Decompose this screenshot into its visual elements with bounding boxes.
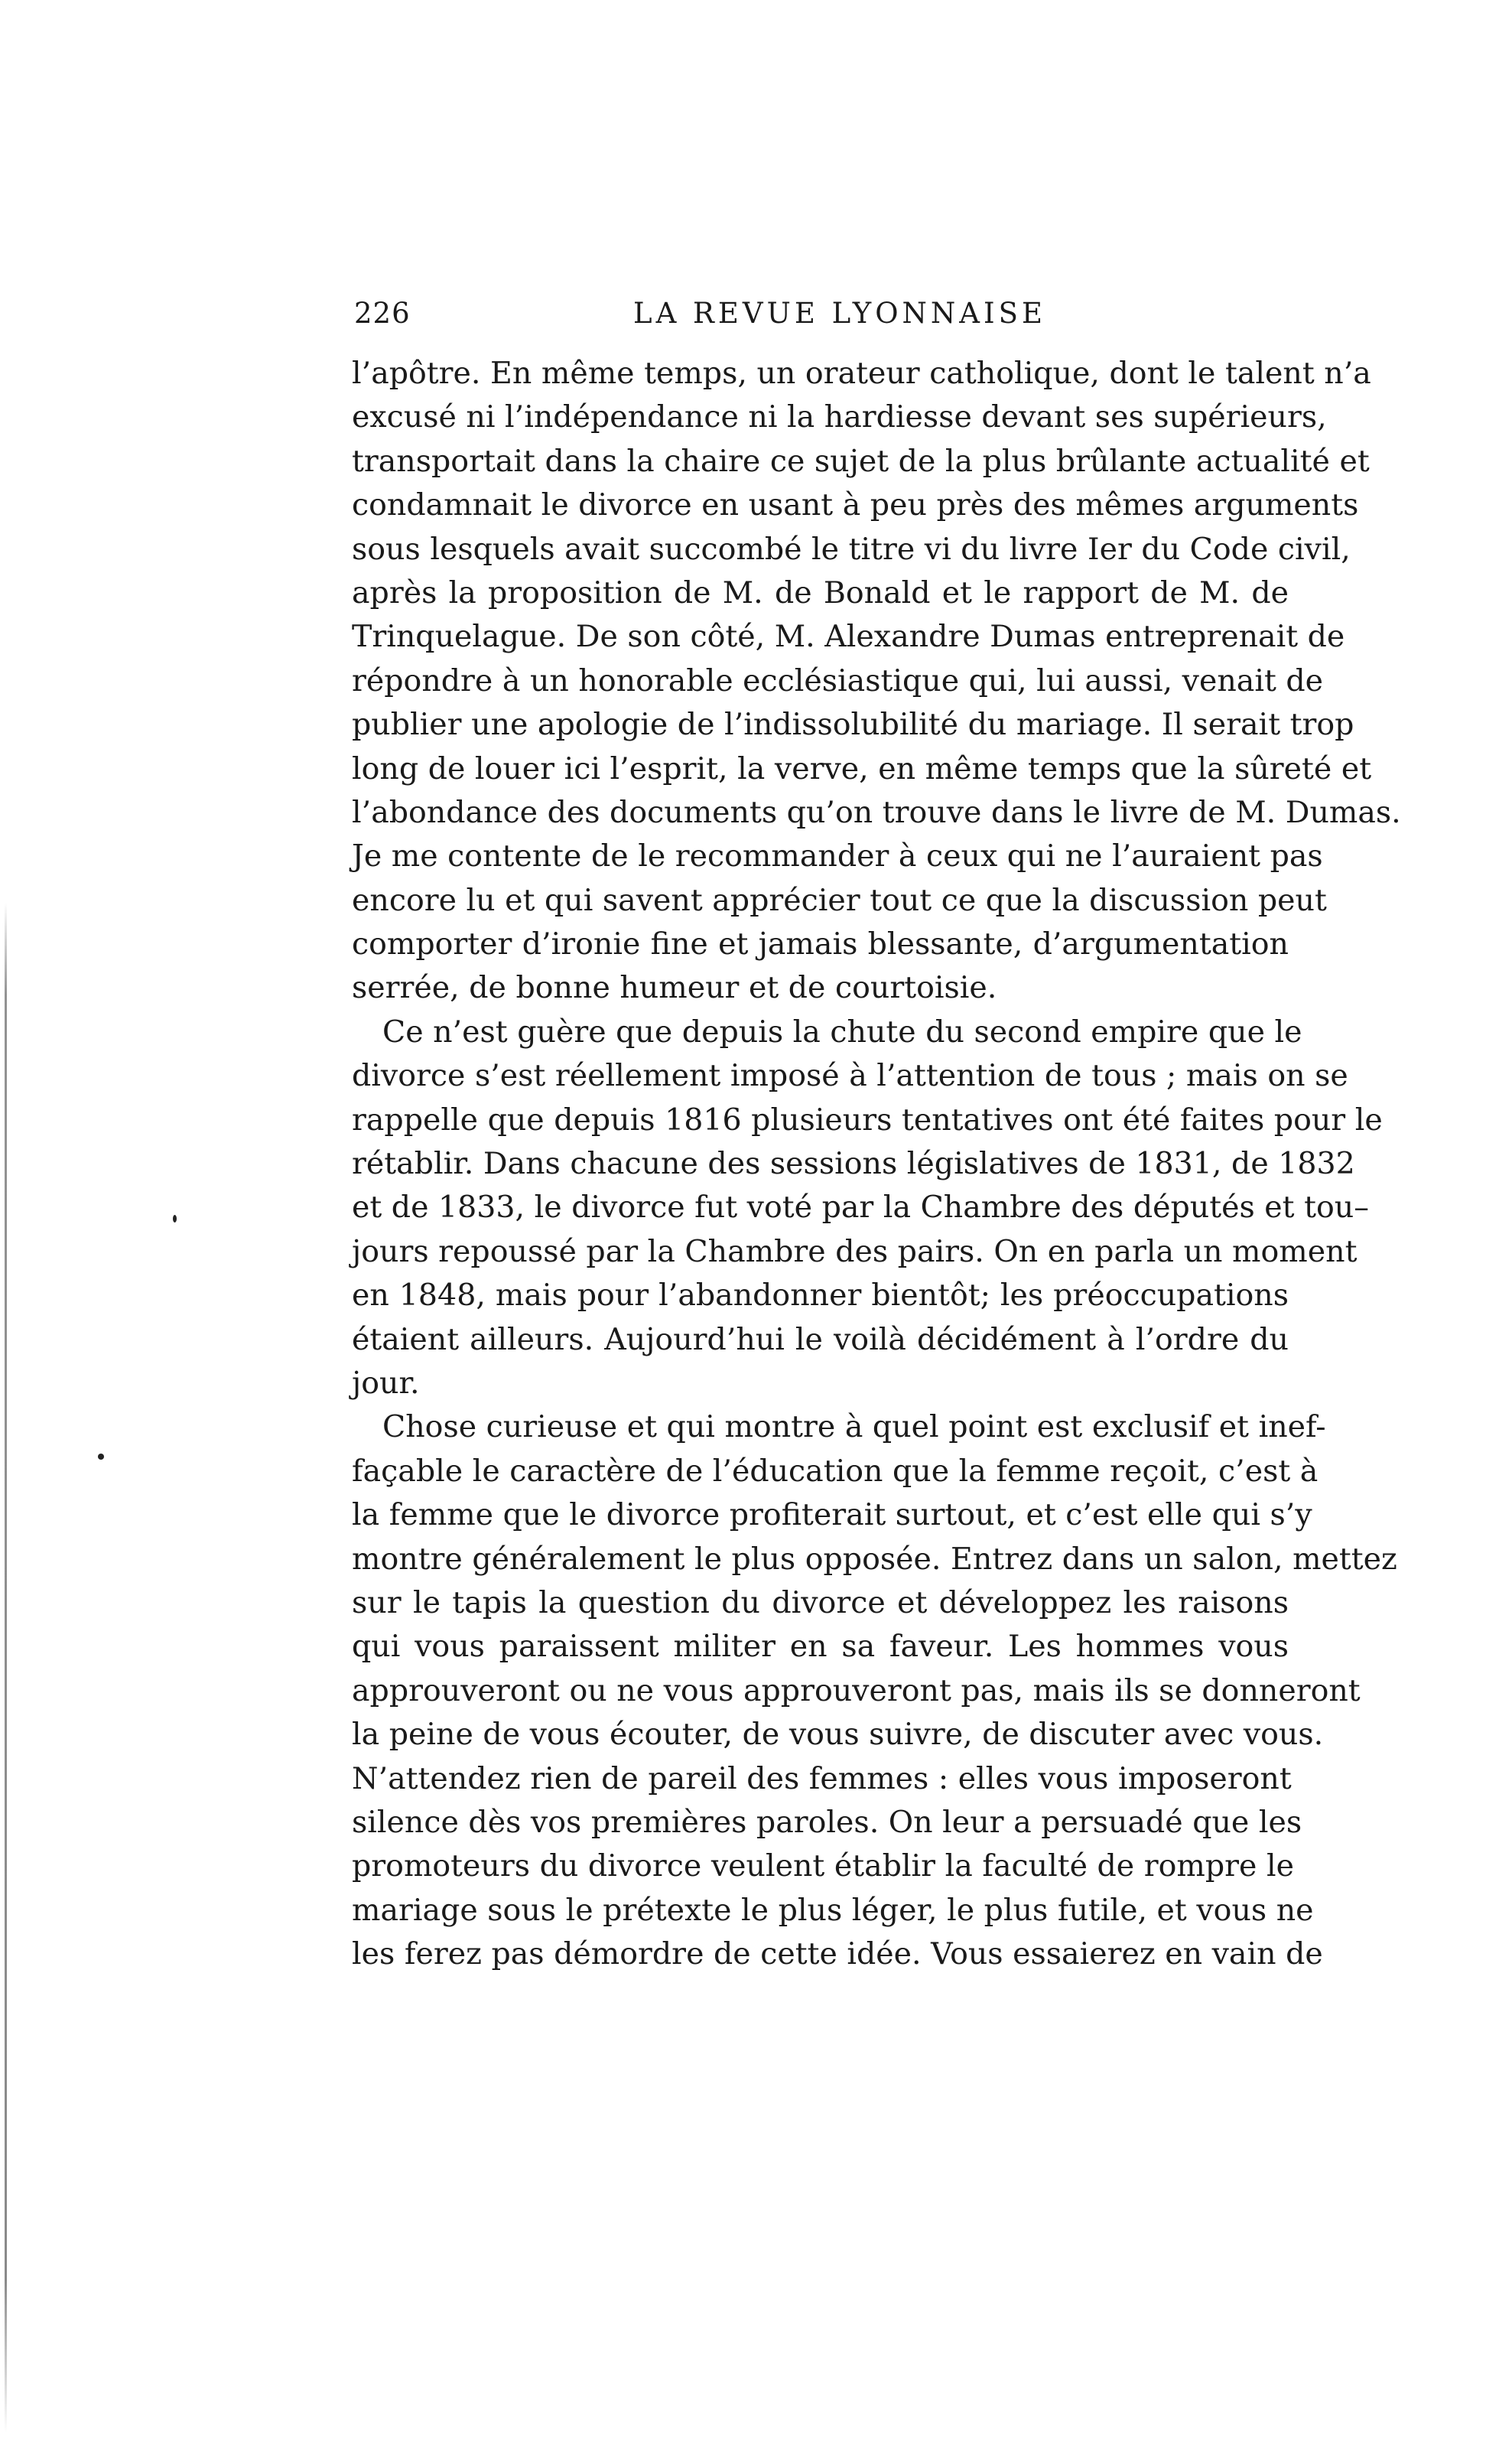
text-line: sous lesquels avait succombé le titre vi du livre Ier du Code civil,: [352, 531, 1351, 567]
text-line: la femme que le divorce profiterait surtout, et c’est elle qui s’y: [352, 1497, 1312, 1533]
text-line: en 1848, mais pour l’abandonner bientôt; les préoccupations: [352, 1278, 1289, 1314]
text-line: l’abondance des documents qu’on trouve dans le livre de M. Dumas.: [352, 794, 1401, 830]
text-line: encore lu et qui savent apprécier tout ce que la discussion peut: [352, 882, 1327, 918]
text-line: Chose curieuse et qui montre à quel point est exclusif et inef-: [382, 1409, 1326, 1445]
text-line: long de louer ici l’esprit, la verve, en même temps que la sûreté et: [352, 751, 1372, 786]
scan-margin-line: [5, 903, 7, 2433]
text-line: comporter d’ironie fine et jamais blessante, d’argumentation: [352, 926, 1289, 962]
text-line: jour.: [352, 1365, 420, 1401]
text-line: rétablir. Dans chacune des sessions législatives de 1831, de 1832: [352, 1146, 1355, 1182]
text-line: divorce s’est réellement imposé à l’attention de tous ; mais on se: [352, 1058, 1348, 1094]
text-line: après la proposition de M. de Bonald et le rapport de M. de: [352, 575, 1289, 610]
text-line: la peine de vous écouter, de vous suivre, de discuter avec vous.: [352, 1717, 1324, 1753]
paragraph: [352, 1011, 1383, 1406]
text-line: excusé ni l’indépendance ni la hardiesse devant ses supérieurs,: [352, 399, 1327, 435]
text-line: serrée, de bonne humeur et de courtoisie.: [352, 970, 997, 1006]
running-header: [354, 297, 1289, 343]
running-title: LA REVUE LYONNAISE: [633, 297, 1046, 330]
text-line: montre généralement le plus opposée. Entrez dans un salon, mettez: [352, 1541, 1397, 1577]
paragraph: [352, 1405, 1397, 1976]
text-line: les ferez pas démordre de cette idée. Vous essaierez en vain de: [352, 1936, 1323, 1972]
text-line: répondre à un honorable ecclésiastique qui, lui aussi, venait de: [352, 663, 1324, 698]
text-line: et de 1833, le divorce fut voté par la Chambre des députés et tou–: [352, 1190, 1369, 1226]
ink-speck: [173, 1215, 177, 1223]
ink-speck: [98, 1454, 104, 1460]
page-number: 226: [354, 297, 411, 330]
text-line: condamnait le divorce en usant à peu près des mêmes arguments: [352, 487, 1359, 523]
text-line: façable le caractère de l’éducation que la femme reçoit, c’est à: [352, 1453, 1319, 1489]
text-line: silence dès vos premières paroles. On leur a persuadé que les: [352, 1804, 1302, 1840]
text-line: Ce n’est guère que depuis la chute du second empire que le: [382, 1014, 1302, 1050]
body-text: [352, 352, 1401, 1976]
text-line: transportait dans la chaire ce sujet de la plus brûlante actualité et: [352, 443, 1370, 479]
text-line: rappelle que depuis 1816 plusieurs tentatives ont été faites pour le: [352, 1102, 1383, 1138]
text-line: approuveront ou ne vous approuveront pas, mais ils se donneront: [352, 1672, 1361, 1708]
text-line: promoteurs du divorce veulent établir la faculté de rompre le: [352, 1848, 1294, 1884]
text-line: Je me contente de le recommander à ceux qui ne l’auraient pas: [352, 838, 1323, 874]
text-line: qui vous paraissent militer en sa faveur. Les hommes vous: [352, 1629, 1289, 1665]
text-line: mariage sous le prétexte le plus léger, le plus futile, et vous ne: [352, 1892, 1314, 1928]
text-line: N’attendez rien de pareil des femmes : elles vous imposeront: [352, 1760, 1292, 1796]
text-line: jours repoussé par la Chambre des pairs. On en parla un moment: [352, 1233, 1358, 1269]
text-line: l’apôtre. En même temps, un orateur catholique, dont le talent n’a: [352, 356, 1371, 391]
text-line: étaient ailleurs. Aujourd’hui le voilà décidément à l’ordre du: [352, 1321, 1289, 1357]
paragraph: [352, 352, 1401, 1011]
text-line: publier une apologie de l’indissolubilité du mariage. Il serait trop: [352, 707, 1354, 743]
text-line: Trinquelague. De son côté, M. Alexandre Dumas entreprenait de: [352, 619, 1345, 655]
text-line: sur le tapis la question du divorce et développez les raisons: [352, 1584, 1289, 1620]
